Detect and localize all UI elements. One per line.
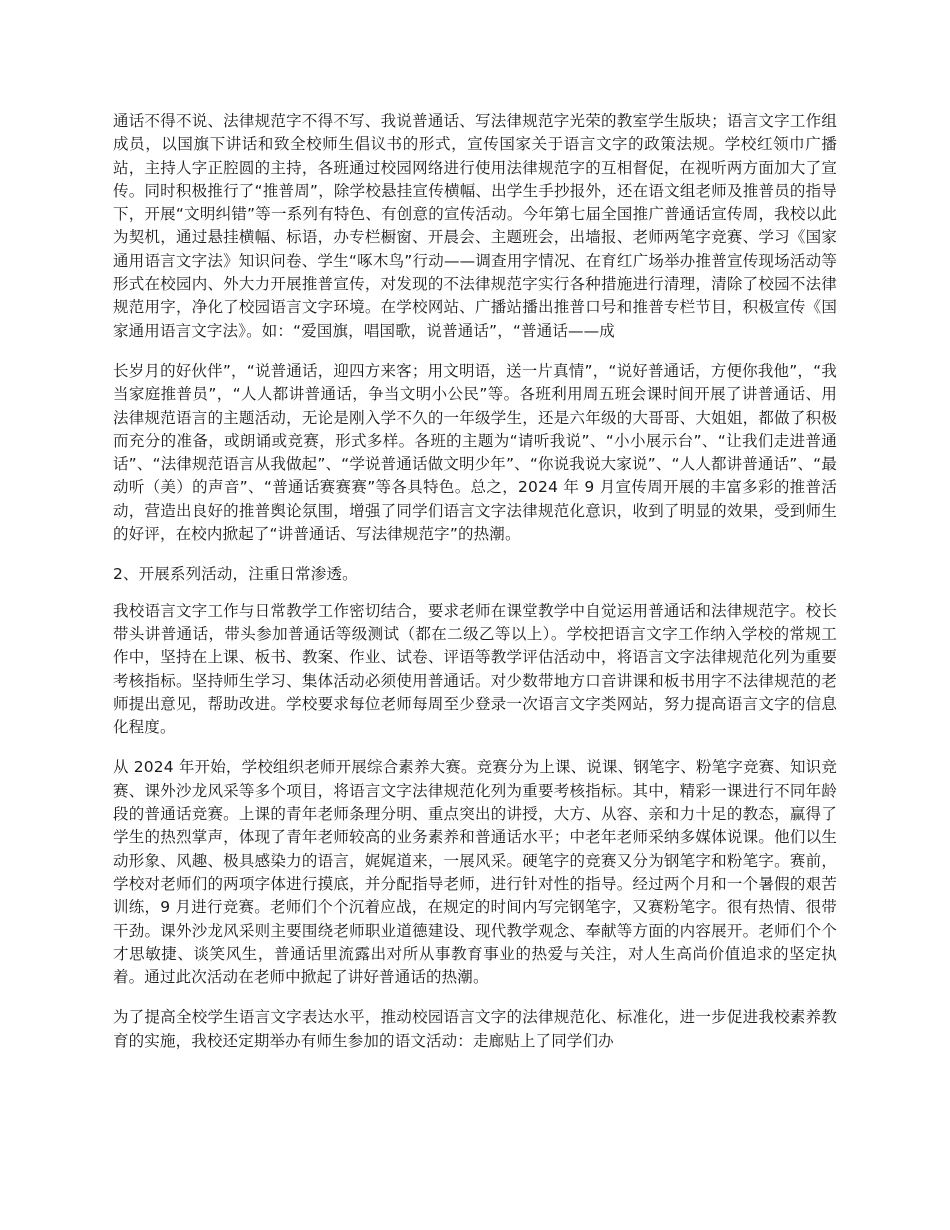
- paragraph-daily-teaching: 我校语言文字工作与日常教学工作密切结合，要求老师在课堂教学中自觉运用普通话和法律规范字。校长带头讲普通话，带头参加普通话等级测试（都在二级乙等以上）。学校把语言文字工作纳入学校的常规工作中，坚持在上课、板书、教案、作业、试卷、评语等教学评估活动中，将语言文字法律规范化列为重要考核指标。坚持师生学习、集体活动必须使用普通话。对少数带地方口音讲课和板书用字不法律规范的老师提出意见，帮助改进。学校要求每位老师每周至少登录一次语言文字类网站，努力提高语言文字的信息化程度。: [113, 601, 837, 737]
- paragraph-publicity: 通话不得不说、法律规范字不得不写、我说普通话、写法律规范字光荣的教室学生版块；语言文字工作组成员，以国旗下讲话和致全校师生倡议书的形式，宣传国家关于语言文字的政策法规。学校红领巾广播站，主持人字正腔圆的主持，各班通过校园网络进行使用法律规范字的互相督促，在视听两方面加大了宣传。同时积极推行了“推普周”，除学校悬挂宣传横幅、出学生手抄报外，还在语文组老师及推普员的指导下，开展“文明纠错”等一系列有特色、有创意的宣传活动。今年第七届全国推广普通话宣传周，我校以此为契机，通过悬挂横幅、标语，办专栏橱窗、开晨会、主题班会，出墙报、老师两笔字竞赛、学习《国家通用语言文字法》知识问卷、学生“啄木鸟”行动——调查用字情况、在育红广场举办推普宣传现场活动等形式在校园内、外大力开展推普宣传，对发现的不法律规范字实行各种措施进行清理，清除了校园不法律规范用字，净化了校园语言文字环境。在学校网站、广播站播出推普口号和推普专栏节目，积极宣传《国家通用语言文字法》。如：“爱国旗，唱国歌，说普通话”，“普通话——成: [113, 112, 837, 340]
- paragraph-teacher-competition: 从 2024 年开始，学校组织老师开展综合素养大赛。竞赛分为上课、说课、钢笔字、粉笔字竞赛、知识竞赛、课外沙龙风采等多个项目，将语言文字法律规范化列为重要考核指标。其中，精彩一课进行不同年龄段的普通话竞赛。上课的青年老师条理分明、重点突出的讲授，大方、从容、亲和力十足的教态，赢得了学生的热烈掌声，体现了青年老师较高的业务素养和普通话水平；中老年老师采纳多媒体说课。他们以生动形象、风趣、极具感染力的语言，娓娓道来，一展风采。硬笔字的竞赛又分为钢笔字和粉笔字。赛前，学校对老师们的两项字体进行摸底，并分配指导老师，进行针对性的指导。经过两个月和一个暑假的艰苦训练，9 月进行竞赛。老师们个个沉着应战，在规定的时间内写完钢笔字，又赛粉笔字。很有热情、很带干劲。课外沙龙风采则主要围绕老师职业道德建设、现代教学观念、奉献等方面的内容展开。老师们个个才思敏捷、谈笑风生，普通话里流露出对所从事教育事业的热爱与关注，对人生高尚价值追求的坚定执着。通过此次活动在老师中掀起了讲好普通话的热潮。: [113, 758, 837, 987]
- paragraph-student-activities: 为了提高全校学生语言文字表达水平，推动校园语言文字的法律规范化、标准化，进一步促进我校素养教育的实施，我校还定期举办有师生参加的语文活动：走廊贴上了同学们办: [113, 1008, 837, 1050]
- section-heading-series-activities: 2、开展系列活动，注重日常渗透。: [113, 565, 358, 584]
- document-body: [113, 110, 837, 1070]
- paragraph-class-activities: 长岁月的好伙伴”，“说普通话，迎四方来客；用文明语，送一片真情”，“说好普通话，方便你我他”，“我当家庭推普员”，“人人都讲普通话，争当文明小公民”等。各班利用周五班会课时间开展了讲普通话、用法律规范语言的主题活动，无论是刚入学不久的一年级学生，还是六年级的大哥哥、大姐姐，都做了积极而充分的准备，或朗诵或竞赛，形式多样。各班的主题为“请听我说”、“小小展示台”、“让我们走进普通话”、“法律规范语言从我做起”、“学说普通话做文明少年”、“你说我说大家说”、“人人都讲普通话”、“最动听（美）的声音”、“普通话赛赛赛”等各具特色。总之，2024 年 9 月宣传周开展的丰富多彩的推普活动，营造出良好的推普舆论氛围，增强了同学们语言文字法律规范化意识，收到了明显的效果，受到师生的好评，在校内掀起了“讲普通话、写法律规范字”的热潮。: [113, 361, 837, 544]
